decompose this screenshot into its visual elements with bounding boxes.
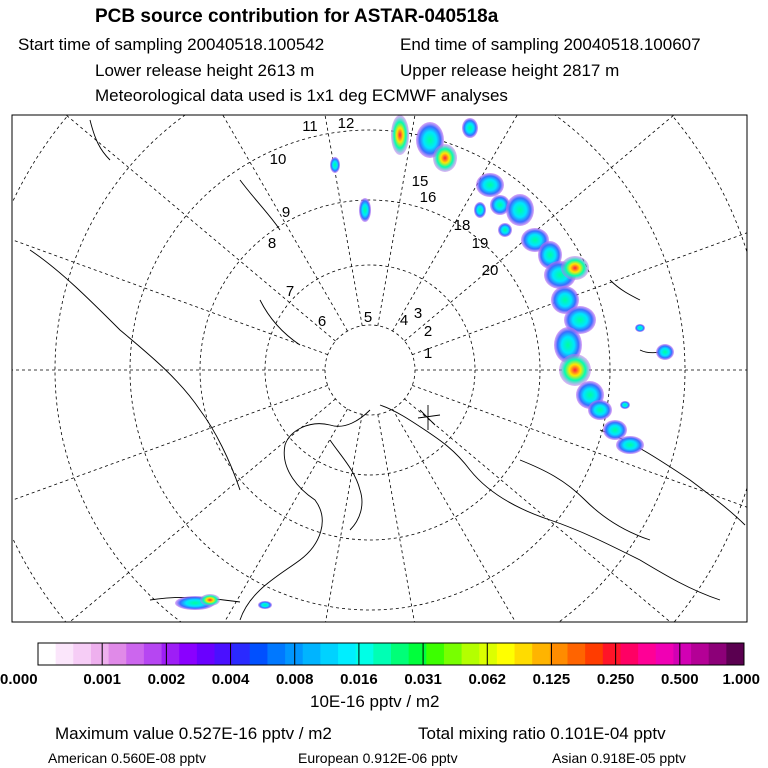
colorbar-cell	[444, 643, 462, 665]
trajectory-label: 10	[269, 151, 287, 168]
colorbar-tick-label: 0.004	[211, 671, 250, 688]
colorbar-cell	[409, 643, 427, 665]
colorbar-tick-label: 0.016	[340, 671, 378, 688]
colorbar-cell	[215, 643, 233, 665]
trajectory-label: 11	[302, 118, 318, 135]
colorbar-cell	[109, 643, 127, 665]
colorbar-cell	[56, 643, 74, 665]
colorbar-cell	[73, 643, 91, 665]
end-time-label: End time of sampling 20040518.100607	[400, 35, 701, 54]
colorbar-cell	[197, 643, 215, 665]
colorbar-cell	[426, 643, 444, 665]
total-mixing-ratio-label: Total mixing ratio 0.101E-04 pptv	[418, 724, 666, 743]
trajectory-label: 4	[399, 312, 409, 329]
plot-title: PCB source contribution for ASTAR-040518a	[95, 6, 499, 27]
trajectory-label: 15	[411, 173, 429, 190]
colorbar-cell	[479, 643, 497, 665]
trajectory-label: 2	[423, 323, 433, 340]
colorbar-cell	[179, 643, 197, 665]
start-time-label: Start time of sampling 20040518.100542	[18, 35, 325, 54]
colorbar-cell	[691, 643, 709, 665]
upper-release-height-label: Upper release height 2817 m	[400, 61, 620, 80]
lower-release-height-label: Lower release height 2613 m	[95, 61, 315, 80]
colorbar-cell	[303, 643, 321, 665]
colorbar-cell	[38, 643, 56, 665]
colorbar-cell	[391, 643, 409, 665]
colorbar-cell	[91, 643, 109, 665]
trajectory-label: 5	[363, 309, 373, 326]
european-contribution-label: European 0.912E-06 pptv	[298, 750, 458, 766]
colorbar-cell	[585, 643, 603, 665]
trajectory-label: 16	[419, 189, 437, 206]
trajectory-label: 8	[267, 235, 277, 252]
colorbar-cell	[126, 643, 144, 665]
american-contribution-label: American 0.560E-08 pptv	[48, 750, 206, 766]
colorbar-cell	[144, 643, 162, 665]
colorbar-cell	[267, 643, 285, 665]
colorbar-cell	[497, 643, 515, 665]
colorbar-cell	[515, 643, 533, 665]
colorbar-tick-label: 0.031	[404, 671, 442, 688]
colorbar-cell	[462, 643, 480, 665]
trajectory-label: 9	[281, 204, 291, 221]
trajectory-label: 6	[317, 313, 327, 330]
colorbar-cell	[373, 643, 391, 665]
trajectory-label: 7	[285, 283, 295, 300]
trajectory-label: 3	[413, 305, 423, 322]
colorbar-cell	[338, 643, 356, 665]
trajectory-label: 12	[337, 115, 355, 132]
colorbar-tick-label: 0.500	[661, 671, 699, 688]
colorbar-cell	[285, 643, 303, 665]
colorbar-tick-label: 1.000	[722, 671, 760, 688]
colorbar-cell	[673, 643, 691, 665]
colorbar-tick-label: 0.002	[147, 671, 186, 688]
colorbar-cell	[232, 643, 250, 665]
colorbar-cell	[726, 643, 744, 665]
colorbar-tick-label: 0.062	[468, 671, 507, 688]
colorbar-cell	[162, 643, 180, 665]
colorbar-units-label: 10E-16 pptv / m2	[310, 692, 440, 711]
colorbar-cell	[532, 643, 550, 665]
trajectory-label: 19	[471, 235, 489, 252]
colorbar-cell	[656, 643, 674, 665]
trajectory-label: 1	[423, 345, 433, 362]
colorbar-tick-label: 0.000	[0, 671, 38, 688]
asian-contribution-label: Asian 0.918E-05 pptv	[552, 750, 686, 766]
maximum-value-label: Maximum value 0.527E-16 pptv / m2	[55, 724, 332, 743]
colorbar-tick-label: 0.250	[596, 671, 635, 688]
colorbar-tick-label: 0.008	[275, 671, 314, 688]
colorbar-tick-label: 0.125	[532, 671, 571, 688]
meteorological-data-label: Meteorological data used is 1x1 deg ECMWF analyses	[95, 86, 508, 105]
colorbar-cell	[320, 643, 338, 665]
colorbar-cell	[620, 643, 638, 665]
colorbar-cells	[38, 643, 745, 665]
trajectory-label: 20	[481, 262, 499, 279]
colorbar-cell	[550, 643, 568, 665]
colorbar-cell	[568, 643, 586, 665]
colorbar-tick-label: 0.001	[83, 671, 121, 688]
trajectory-label: 18	[453, 217, 471, 234]
colorbar-cell	[603, 643, 621, 665]
colorbar-cell	[250, 643, 268, 665]
colorbar-cell	[709, 643, 727, 665]
colorbar-cell	[638, 643, 656, 665]
